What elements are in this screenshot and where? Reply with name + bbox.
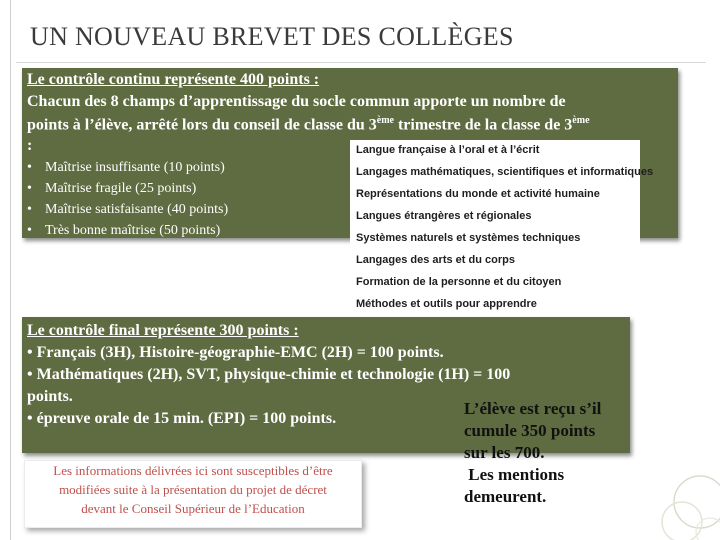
domain-item: Langages mathématiques, scientifiques et informatiques: [356, 166, 654, 178]
left-border-line: [10, 0, 11, 540]
final-line-3: points.: [27, 388, 73, 405]
disclaimer-box: [24, 460, 362, 528]
title-divider: [16, 62, 706, 63]
pass-condition-line: L’élève est reçu s’il: [464, 399, 602, 418]
decorative-circles-icon: [630, 440, 720, 540]
mastery-levels-list: [27, 157, 228, 241]
continu-sup-1: ème: [376, 115, 394, 126]
mastery-level-item: [27, 199, 228, 220]
continu-line-3: :: [27, 137, 33, 154]
continu-line-2-b: trimestre de la classe de 3: [393, 116, 573, 134]
domain-item: Formation de la personne et du citoyen: [356, 276, 562, 288]
bullet-icon: •: [27, 181, 32, 196]
continu-line-2: [27, 115, 590, 134]
bullet-icon: •: [27, 160, 32, 175]
domain-item: Langue française à l’oral et à l’écrit: [356, 144, 540, 156]
mastery-level-item: [27, 178, 228, 199]
continu-sup-2: ème: [572, 115, 590, 126]
mastery-level-label: Maîtrise fragile (25 points): [45, 181, 197, 196]
final-line-1: • Français (3H), Histoire-géographie-EMC (2H) = 100 points.: [27, 344, 444, 361]
final-line-2: • Mathématiques (2H), SVT, physique-chimie et technologie (1H) = 100: [27, 366, 511, 383]
bullet-icon: •: [27, 202, 32, 217]
pass-condition-line: Les mentions: [464, 465, 565, 484]
socle-domains-list: [350, 140, 654, 316]
mastery-level-item: [27, 157, 228, 178]
mastery-level-label: Très bonne maîtrise (50 points): [45, 223, 221, 238]
final-line-4: • épreuve orale de 15 min. (EPI) = 100 points.: [27, 410, 337, 427]
mastery-level-item: [27, 220, 228, 241]
mastery-level-label: Maîtrise insuffisante (10 points): [45, 160, 225, 175]
pass-condition-text: [464, 398, 634, 508]
final-heading: Le contrôle final représente 300 points :: [27, 322, 299, 339]
pass-condition-line: demeurent.: [464, 487, 547, 506]
disclaimer-line: modifiées suite à la présentation du projet de décret: [59, 482, 327, 497]
page-title: UN NOUVEAU BREVET DES COLLÈGES: [30, 22, 514, 51]
domain-item: Représentations du monde et activité humaine: [356, 188, 600, 200]
continu-line-1: Chacun des 8 champs d’apprentissage du socle commun apporte un nombre de: [27, 93, 566, 110]
continu-heading: Le contrôle continu représente 400 points :: [27, 71, 320, 88]
continu-line-2-a: points à l’élève, arrêté lors du conseil de classe du 3: [27, 116, 377, 134]
disclaimer-line: devant le Conseil Supérieur de l’Education: [81, 501, 305, 516]
pass-condition-line: cumule 350 points: [464, 421, 596, 440]
disclaimer-line: Les informations délivrées ici sont susceptibles d’être: [53, 463, 333, 478]
domain-item: Langues étrangères et régionales: [356, 210, 532, 222]
mastery-level-label: Maîtrise satisfaisante (40 points): [45, 202, 229, 217]
domain-item: Systèmes naturels et systèmes techniques: [356, 232, 581, 244]
domain-item: Langages des arts et du corps: [356, 254, 515, 266]
pass-condition-line: sur les 700.: [464, 443, 545, 462]
domain-item: Méthodes et outils pour apprendre: [356, 298, 537, 310]
bullet-icon: •: [27, 223, 32, 238]
